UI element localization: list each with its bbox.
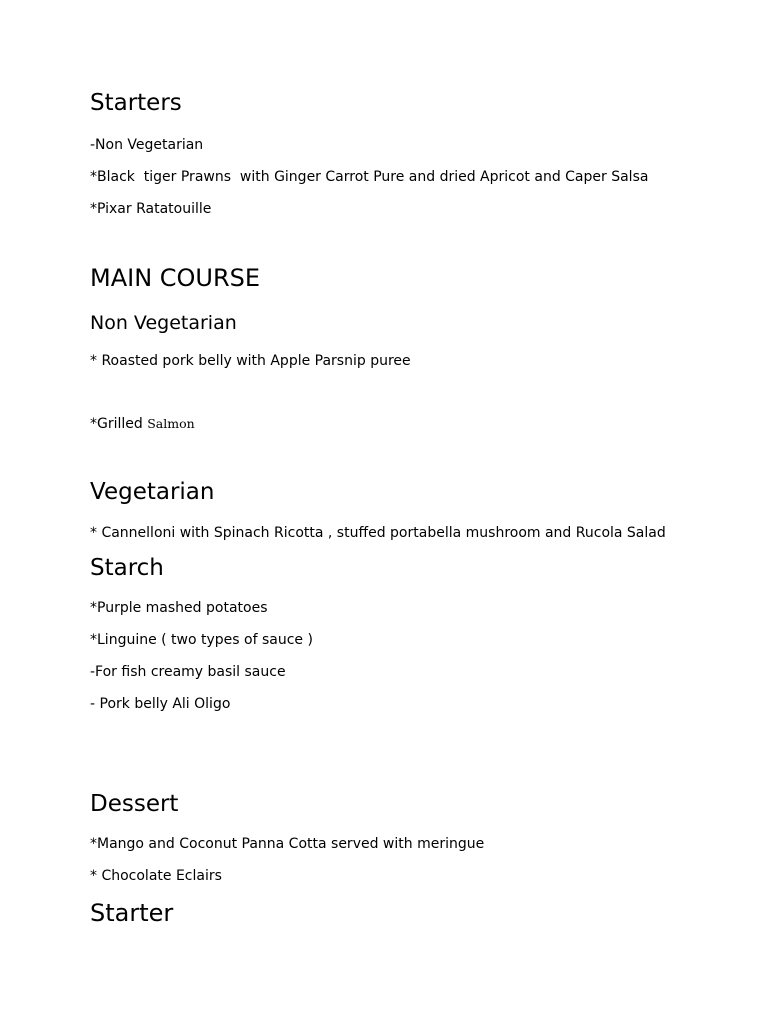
- starch-item-linguine: *Linguine ( two types of sauce ): [90, 632, 313, 648]
- starch-item-fish-sauce: -For fish creamy basil sauce: [90, 664, 286, 680]
- vegetarian-heading: Vegetarian: [90, 479, 215, 505]
- dessert-item-panna-cotta: *Mango and Coconut Panna Cotta served with meringue: [90, 836, 485, 852]
- dessert-item-eclairs: * Chocolate Eclairs: [90, 868, 222, 884]
- starch-heading: Starch: [90, 555, 164, 581]
- non-vegetarian-heading: Non Vegetarian: [90, 312, 237, 334]
- starters-heading: Starters: [90, 90, 182, 116]
- salmon-word: Salmon: [147, 416, 195, 431]
- starter-heading: Starter: [90, 899, 174, 927]
- starters-item-ratatouille: *Pixar Ratatouille: [90, 201, 212, 217]
- main-item-grilled-salmon: [90, 416, 195, 432]
- dessert-heading: Dessert: [90, 791, 179, 817]
- starch-item-purple-potatoes: *Purple mashed potatoes: [90, 600, 268, 616]
- vegetarian-item-cannelloni: * Cannelloni with Spinach Ricotta , stuffed portabella mushroom and Rucola Salad: [90, 525, 666, 541]
- starters-item-non-vegetarian: -Non Vegetarian: [90, 137, 204, 153]
- main-item-pork-belly: * Roasted pork belly with Apple Parsnip puree: [90, 353, 411, 369]
- grilled-prefix: *Grilled: [90, 416, 148, 432]
- starch-item-pork-sauce: - Pork belly Ali Oligo: [90, 696, 231, 712]
- main-course-heading: MAIN COURSE: [90, 264, 261, 292]
- starters-item-prawns: *Black tiger Prawns with Ginger Carrot Pure and dried Apricot and Caper Salsa: [90, 169, 649, 185]
